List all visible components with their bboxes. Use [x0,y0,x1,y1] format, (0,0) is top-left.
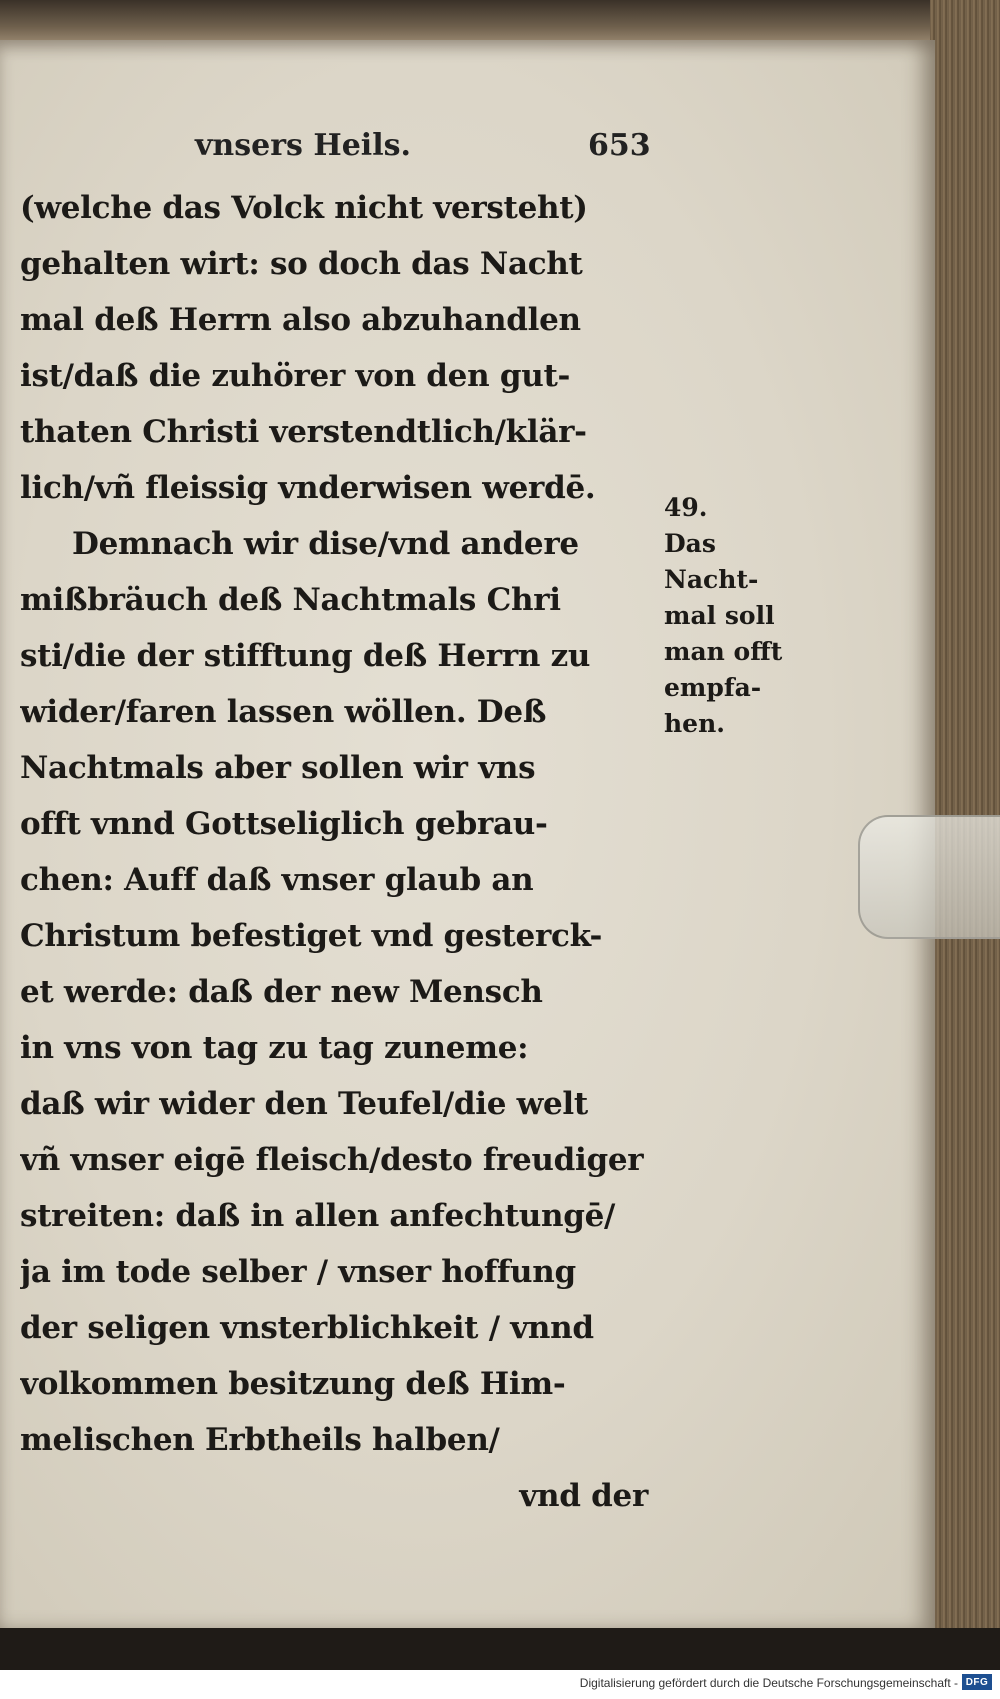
book-bottom-shadow [0,1628,1000,1670]
text-line: wider/faren lassen wöllen. Deß [20,694,547,730]
text-line: Nachtmals aber sollen wir vns [20,750,536,786]
text-line: ja im tode selber / vnser hoffung [20,1254,576,1290]
margin-note-line: Das [664,529,716,558]
body-text [20,180,660,1524]
text-line: gehalten wirt: so doch das Nacht [20,246,583,282]
text-line: in vns von tag zu tag zuneme: [20,1030,529,1066]
text-line: sti/die der stifftung deß Herrn zu [20,638,591,674]
text-line: mißbräuch deß Nachtmals Chri [20,582,561,618]
text-line: chen: Auff daß vnser glaub an [20,862,534,898]
text-line: daß wir wider den Teufel/die welt [20,1086,588,1122]
margin-note-line: Nacht- [664,565,759,594]
margin-note-number: 49. [664,493,708,522]
margin-note-line: empfa- [664,673,762,702]
text-line: Demnach wir dise/vnd andere [72,526,579,562]
text-line: (welche das Volck nicht versteht) [20,190,588,226]
text-line: vñ vnser eigē fleisch/desto freudiger [20,1142,644,1178]
catchword: vnd der [519,1478,648,1514]
book-top-edge [0,0,1000,44]
text-line: thaten Christi verstendtlich/klär- [20,414,587,450]
text-line: melischen Erbtheils halben/ [20,1422,500,1458]
text-line: der seligen vnsterblichkeit / vnnd [20,1310,594,1346]
margin-note-line: man offt [664,637,783,666]
text-line: mal deß Herrn also abzuhandlen [20,302,581,338]
margin-note-line: hen. [664,709,725,738]
running-head: vnsers Heils. [195,128,411,163]
text-line: streiten: daß in allen anfechtungē/ [20,1198,616,1234]
text-line: et werde: daß der new Mensch [20,974,543,1010]
text-line: Christum befestiget vnd gesterck- [20,918,603,954]
margin-note-line: mal soll [664,601,775,630]
text-line: volkommen besitzung deß Him- [20,1366,566,1402]
page-number: 653 [588,128,651,163]
margin-note [664,490,804,742]
page-clip [858,815,1000,939]
text-line: ist/daß die zuhörer von den gut- [20,358,571,394]
funding-credit: Digitalisierung gefördert durch die Deutsche Forschungsgemeinschaft - [579,1676,958,1690]
dfg-logo[interactable]: DFG [962,1674,992,1690]
text-line: lich/vñ fleissig vnderwisen werdē. [20,470,596,506]
text-line: offt vnnd Gottseliglich gebrau- [20,806,548,842]
